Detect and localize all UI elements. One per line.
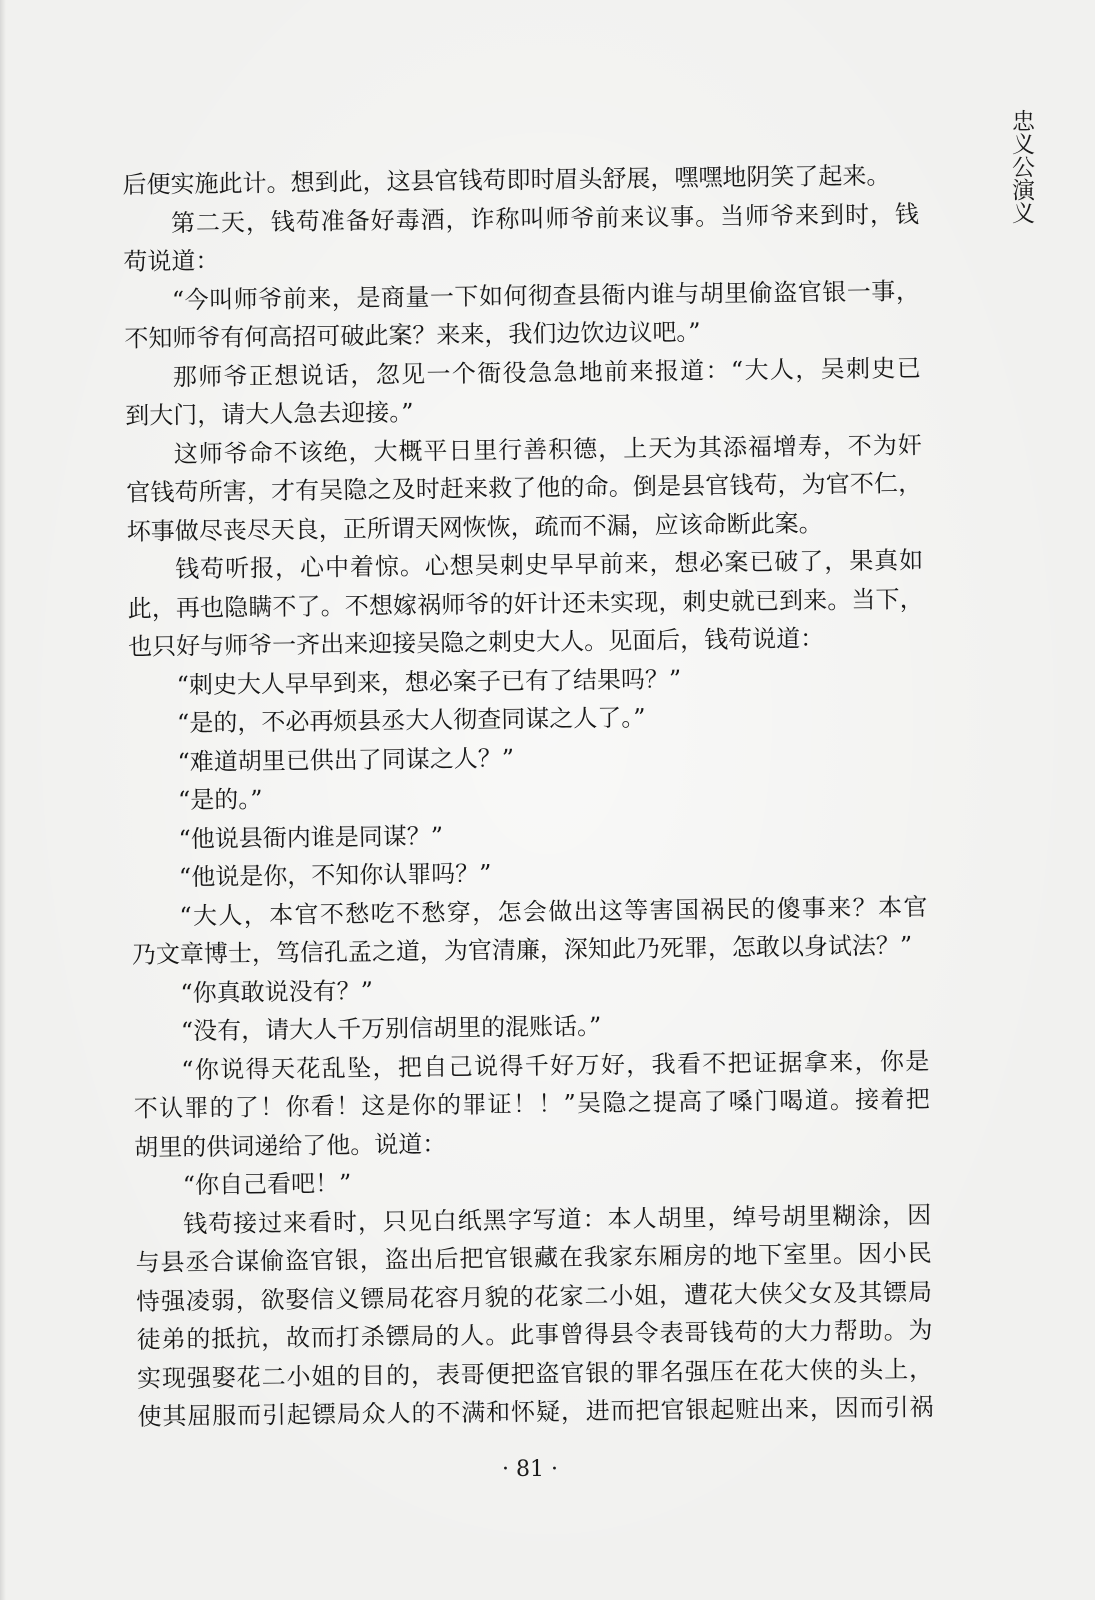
paragraph: [124, 272, 921, 359]
page-number: · 81 ·: [502, 1457, 558, 1482]
text-line: 到大门，请大人急去迎接。”: [125, 398, 414, 430]
text-line: “你真敢说没有？”: [180, 976, 374, 1007]
text-line: 不知师爷有何高招可破此案？来来，我们边饮边议吧。”: [124, 317, 701, 353]
paragraph: [125, 349, 922, 436]
text-line: 钱苟听报，心中着惊。心想吴刺史早早前来，想必案已破了，果真如: [175, 546, 924, 584]
text-line: “他说是你，不知你认罪吗？”: [178, 859, 492, 892]
paragraph: [127, 541, 924, 666]
text-line: “你自己看吧！”: [182, 1169, 352, 1200]
text-line: 这师爷命不该绝，大概平日里行善积德，上天为其添福增寿，不为奸: [173, 430, 922, 468]
text-line: “是的。”: [177, 785, 263, 815]
text-line: “你说得天花乱坠，把自己说得千好万好，我看不把证据拿来，你是: [181, 1046, 930, 1084]
text-line: “他说县衙内谁是同谋？”: [178, 821, 444, 853]
text-line: 此，再也隐瞒不了。不想嫁祸师爷的奸计还未实现，刺史就已到来。当下，: [127, 584, 924, 623]
text-line: 实现强娶花二小姐的目的，表哥便把盗官银的罪名强压在花大侠的头上，: [136, 1354, 934, 1393]
paragraph: [131, 888, 928, 975]
running-head: 忠义公演义: [1008, 109, 1034, 224]
text-line: 与县丞合谋偷盗官银，盗出后把官银藏在我家东厢房的地下室里。因小民: [135, 1239, 932, 1277]
paragraph: [126, 426, 923, 551]
text-line: 使其屈服而引起镖局众人的不满和怀疑，进而把官银起赃出来，因而引祸: [137, 1393, 934, 1431]
text-line: “难道胡里已供出了同谋之人？”: [177, 743, 515, 776]
text-line: “大人，本官不愁吃不愁穿，怎会做出这等害国祸民的傻事来？本官: [179, 892, 928, 930]
text-line: 那师爷正想说话，忽见一个衙役急急地前来报道：“大人，吴刺史已: [172, 353, 921, 391]
text-line: 后便实施此计。想到此，这县官钱苟即时眉头舒展，嘿嘿地阴笑了起来。: [122, 161, 891, 199]
paragraph: [135, 1196, 934, 1437]
text-line: 不认罪的了！你看！这是你的罪证！！”吴隐之提高了嗓门喝道。接着把: [133, 1085, 930, 1123]
text-line: 恃强凌弱，欲娶信义镖局花容月貌的花家二小姐，遭花大侠父女及其镖局: [135, 1277, 933, 1316]
text-line: “刺史大人早早到来，想必案子已有了结果吗？”: [176, 664, 682, 699]
text-line: “今叫师爷前来，是商量一下如何彻查县衙内谁与胡里偷盗官银一事，: [171, 276, 921, 314]
text-line: 第二天，钱苟准备好毒酒，诈称叫师爷前来议事。当师爷来到时，钱: [170, 199, 920, 237]
text-line: 也只好与师爷一齐出来迎接吴隐之刺史大人。见面后，钱苟说道：: [127, 624, 825, 661]
text-line: “是的，不必再烦县丞大人彻查同谋之人了。”: [176, 703, 646, 738]
paragraph: [133, 1042, 930, 1167]
text-line: 乃文章博士，笃信孔孟之道，为官清廉，深知此乃死罪，怎敢以身试法？”: [131, 931, 913, 969]
text-line: 苟说道：: [123, 246, 220, 276]
text-line: 官钱苟所害，才有吴隐之及时赶来救了他的命。倒是县官钱苟，为官不仁，: [126, 469, 923, 507]
body-text: [122, 156, 933, 1436]
text-line: 钱苟接过来看时，只见白纸黑字写道：本人胡里，绰号胡里糊涂，因: [183, 1200, 932, 1238]
text-line: “没有，请大人千万别信胡里的混账话。”: [180, 1012, 602, 1046]
paragraph: [123, 195, 920, 282]
text-line: 胡里的供词递给了他。说道：: [134, 1129, 447, 1162]
text-line: 坏事做尽丧尽天良，正所谓天网恢恢，疏而不漏，应该命断此案。: [126, 508, 823, 546]
text-line: 徒弟的抵抗，故而打杀镖局的人。此事曾得县令表哥钱苟的大力帮助。为: [136, 1316, 933, 1354]
